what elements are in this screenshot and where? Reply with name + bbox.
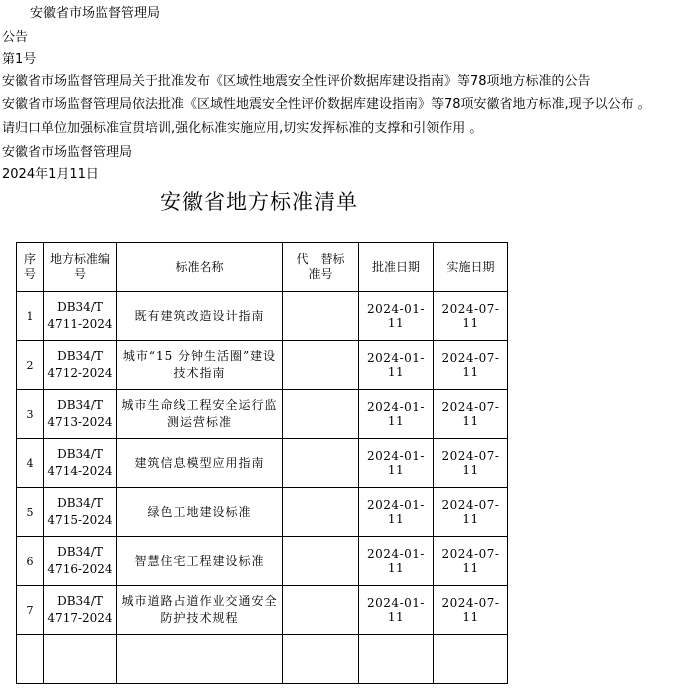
cell-effective-date: 2024-07-11 — [434, 586, 508, 635]
table-row — [17, 537, 508, 586]
signatory: 安徽省市场监督管理局 — [2, 145, 133, 160]
cell-code: DB34/T 4713-2024 — [44, 390, 117, 439]
table-row — [17, 292, 508, 341]
table-row — [17, 390, 508, 439]
cell-name: 建筑信息模型应用指南 — [117, 439, 283, 488]
cell-seq: 3 — [17, 390, 44, 439]
cell-replaced — [283, 586, 359, 635]
cell-approval-date: 2024-01-11 — [359, 537, 434, 586]
cell-empty — [17, 635, 44, 684]
cell-replaced — [283, 341, 359, 390]
cell-empty — [44, 635, 117, 684]
agency-name: 安徽省市场监督管理局 — [30, 6, 161, 21]
cell-name: 绿色工地建设标准 — [117, 488, 283, 537]
cell-seq: 7 — [17, 586, 44, 635]
standards-table — [16, 242, 508, 684]
header-code: 地方标准编 号 — [44, 243, 117, 292]
cell-name: 城市“15 分钟生活圈”建设技术指南 — [117, 341, 283, 390]
cell-effective-date: 2024-07-11 — [434, 341, 508, 390]
notice-body-line-1: 安徽省市场监督管理局依法批准《区域性地震安全性评价数据库建设指南》等78项安徽省地方标准,现予以公布 。 — [2, 97, 651, 112]
header-effective-date: 实施日期 — [434, 243, 508, 292]
cell-seq: 5 — [17, 488, 44, 537]
cell-seq: 6 — [17, 537, 44, 586]
cell-effective-date: 2024-07-11 — [434, 537, 508, 586]
cell-approval-date: 2024-01-11 — [359, 341, 434, 390]
list-title: 安徽省地方标准清单 — [160, 190, 358, 214]
cell-code: DB34/T 4714-2024 — [44, 439, 117, 488]
cell-code: DB34/T 4717-2024 — [44, 586, 117, 635]
notice-type: 公告 — [2, 30, 29, 45]
cell-seq: 2 — [17, 341, 44, 390]
notice-date: 2024年1月11日 — [2, 167, 99, 182]
cell-effective-date: 2024-07-11 — [434, 488, 508, 537]
cell-effective-date: 2024-07-11 — [434, 390, 508, 439]
cell-empty — [359, 635, 434, 684]
cell-approval-date: 2024-01-11 — [359, 292, 434, 341]
cell-code: DB34/T 4716-2024 — [44, 537, 117, 586]
notice-body-line-2: 请归口单位加强标准宣贯培训,强化标准实施应用,切实发挥标准的支撑和引领作用 。 — [2, 121, 483, 136]
table-row — [17, 586, 508, 635]
cell-code: DB34/T 4715-2024 — [44, 488, 117, 537]
cell-approval-date: 2024-01-11 — [359, 586, 434, 635]
cell-name: 既有建筑改造设计指南 — [117, 292, 283, 341]
header-approval-date: 批准日期 — [359, 243, 434, 292]
cell-empty — [117, 635, 283, 684]
cell-code: DB34/T 4711-2024 — [44, 292, 117, 341]
table-header-row — [17, 243, 508, 292]
cell-replaced — [283, 439, 359, 488]
cell-name: 城市道路占道作业交通安全防护技术规程 — [117, 586, 283, 635]
cell-replaced — [283, 390, 359, 439]
cell-seq: 1 — [17, 292, 44, 341]
header-replaced: 代 替标准号 — [283, 243, 359, 292]
table-row — [17, 439, 508, 488]
cell-approval-date: 2024-01-11 — [359, 439, 434, 488]
cell-empty — [434, 635, 508, 684]
cell-name: 智慧住宅工程建设标准 — [117, 537, 283, 586]
notice-number: 第1号 — [2, 52, 37, 67]
cell-replaced — [283, 488, 359, 537]
cell-approval-date: 2024-01-11 — [359, 488, 434, 537]
header-name: 标准名称 — [117, 243, 283, 292]
cell-effective-date: 2024-07-11 — [434, 439, 508, 488]
header-seq: 序号 — [17, 243, 44, 292]
table-row — [17, 488, 508, 537]
notice-subject: 安徽省市场监督管理局关于批准发布《区域性地震安全性评价数据库建设指南》等78项地方标准的公告 — [2, 74, 591, 89]
cell-empty — [283, 635, 359, 684]
cell-replaced — [283, 292, 359, 341]
cell-replaced — [283, 537, 359, 586]
cell-name: 城市生命线工程安全运行监测运营标准 — [117, 390, 283, 439]
cell-code: DB34/T 4712-2024 — [44, 341, 117, 390]
cell-effective-date: 2024-07-11 — [434, 292, 508, 341]
cell-approval-date: 2024-01-11 — [359, 390, 434, 439]
cell-seq: 4 — [17, 439, 44, 488]
table-row — [17, 341, 508, 390]
table-row-empty — [17, 635, 508, 684]
